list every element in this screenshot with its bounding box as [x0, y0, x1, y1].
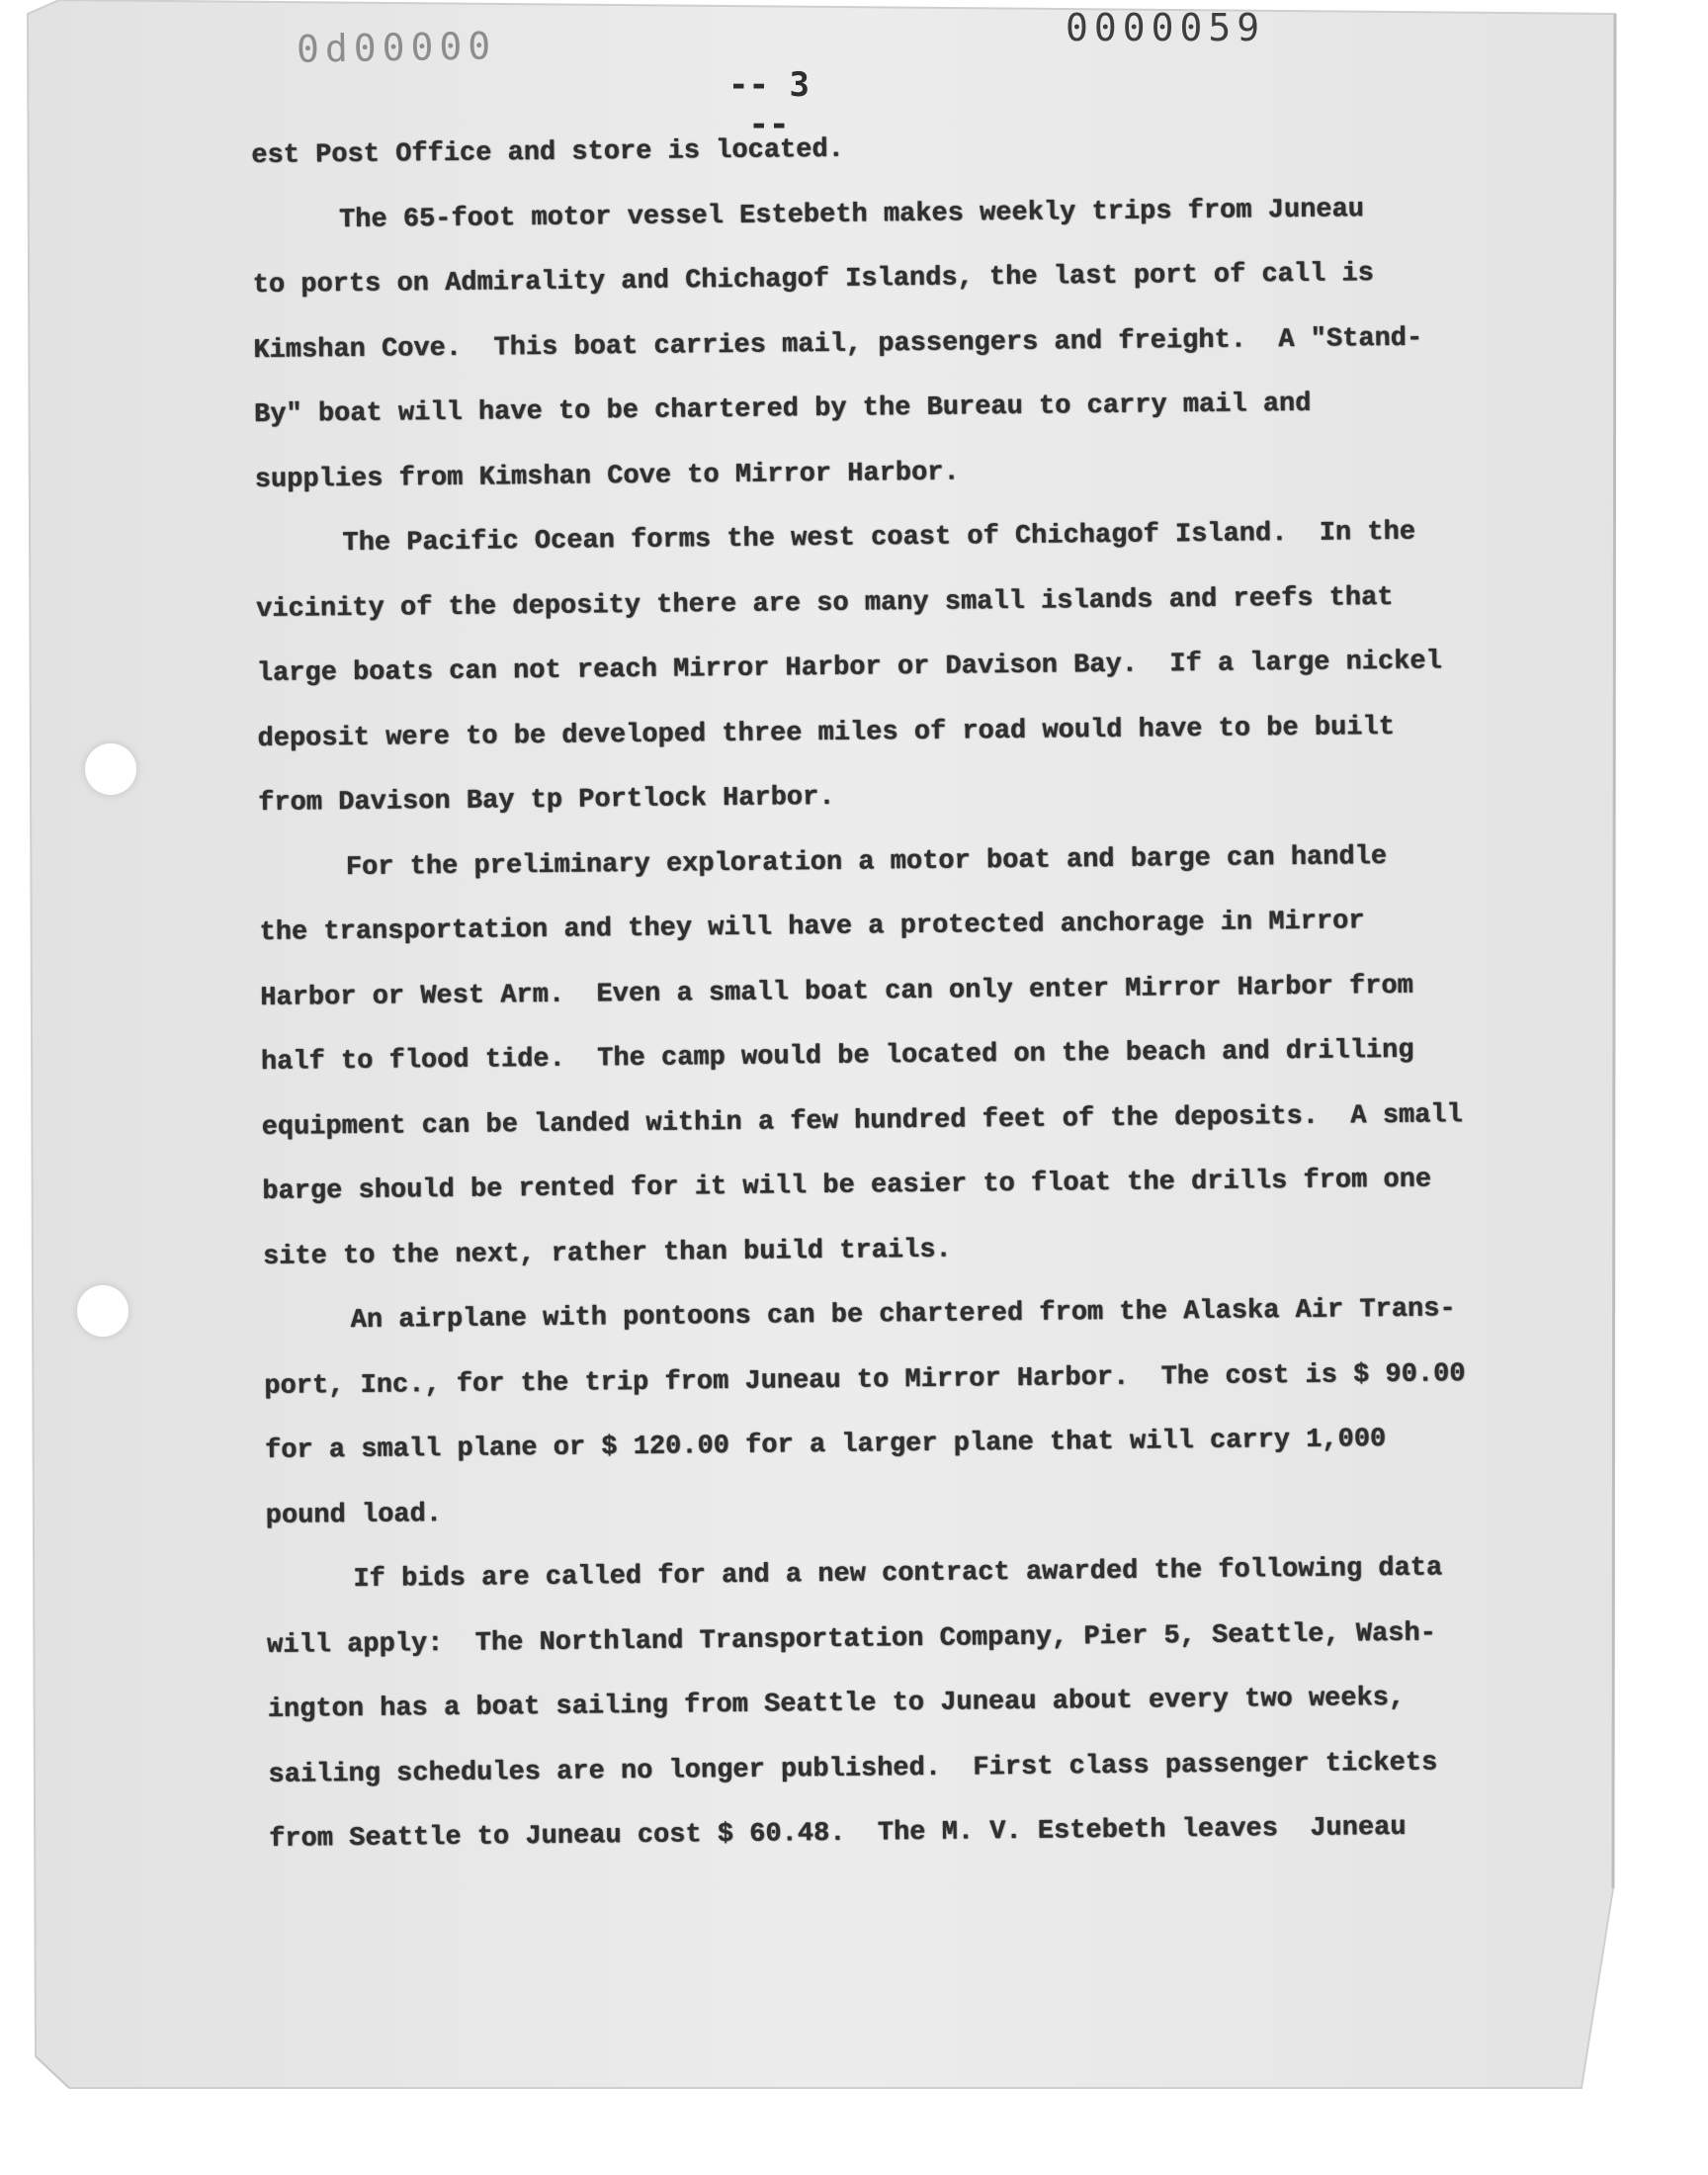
text-line: the transportation and they will have a protected anchorage in Mirror [259, 907, 1365, 948]
text-line: vicinity of the deposity there are so many small islands and reefs that [255, 582, 1394, 625]
text-line: For the preliminary exploration a motor boat and barge can handle [345, 841, 1388, 883]
text-line: Kimshan Cove. This boat carries mail, passengers and freight. A "Stand- [253, 323, 1423, 366]
text-line: will apply: The Northland Transportation Company, Pier 5, Seattle, Wash- [266, 1618, 1436, 1661]
serial-number-left: 0d00000 [296, 24, 497, 71]
text-line: equipment can be landed within a few hundred feet of the deposits. A small [261, 1099, 1463, 1143]
text-line: barge should be rented for it will be easier to float the drills from one [262, 1165, 1432, 1207]
punch-hole-bottom [77, 1285, 128, 1337]
text-line: half to flood tide. The camp would be located on the beach and drilling [260, 1035, 1414, 1078]
page-number: -- 3 -- [728, 65, 810, 144]
text-line: sailing schedules are no longer published. First class passenger tickets [268, 1748, 1438, 1790]
text-line: from Davison Bay tp Portlock Harbor. [258, 782, 835, 819]
text-line: ington has a boat sailing from Seattle to Juneau about every two weeks, [267, 1683, 1406, 1725]
text-line: Harbor or West Arm. Even a small boat can only enter Mirror Harbor from [260, 971, 1413, 1013]
text-line: site to the next, rather than build trails. [262, 1235, 952, 1272]
text-line: from Seattle to Juneau cost $ 60.48. The M. V. Estebeth leaves Juneau [269, 1812, 1407, 1855]
text-line: pound load. [265, 1499, 443, 1531]
text-line: The 65-foot motor vessel Estebeth makes weekly trips from Juneau [338, 194, 1365, 235]
text-line: est Post Office and store is located. [251, 134, 844, 171]
text-line: deposit were to be developed three miles of road would have to be built [257, 712, 1395, 754]
text-line: for a small plane or $ 120.00 for a larger plane that will carry 1,000 [264, 1425, 1387, 1466]
serial-number-right: 0000059 [1066, 6, 1266, 49]
text-line: If bids are called for and a new contract awarded the following data [353, 1553, 1443, 1595]
typed-body-text [251, 112, 1534, 1873]
text-line: port, Inc., for the trip from Juneau to Mirror Harbor. The cost is $ 90.00 [264, 1358, 1466, 1402]
punch-hole-top [85, 743, 136, 795]
text-line: By" boat will have to be chartered by the Bureau to carry mail and [253, 389, 1312, 430]
text-line: The Pacific Ocean forms the west coast of Chichagof Island. In the [342, 517, 1416, 560]
text-line: An airplane with pontoons can be chartered from the Alaska Air Trans- [350, 1294, 1456, 1337]
text-line: supplies from Kimshan Cove to Mirror Harbor. [254, 458, 960, 495]
text-line: large boats can not reach Mirror Harbor or Davison Bay. If a large nickel [256, 647, 1442, 689]
text-line: to ports on Admirality and Chichagof Islands, the last port of call is [252, 259, 1374, 301]
